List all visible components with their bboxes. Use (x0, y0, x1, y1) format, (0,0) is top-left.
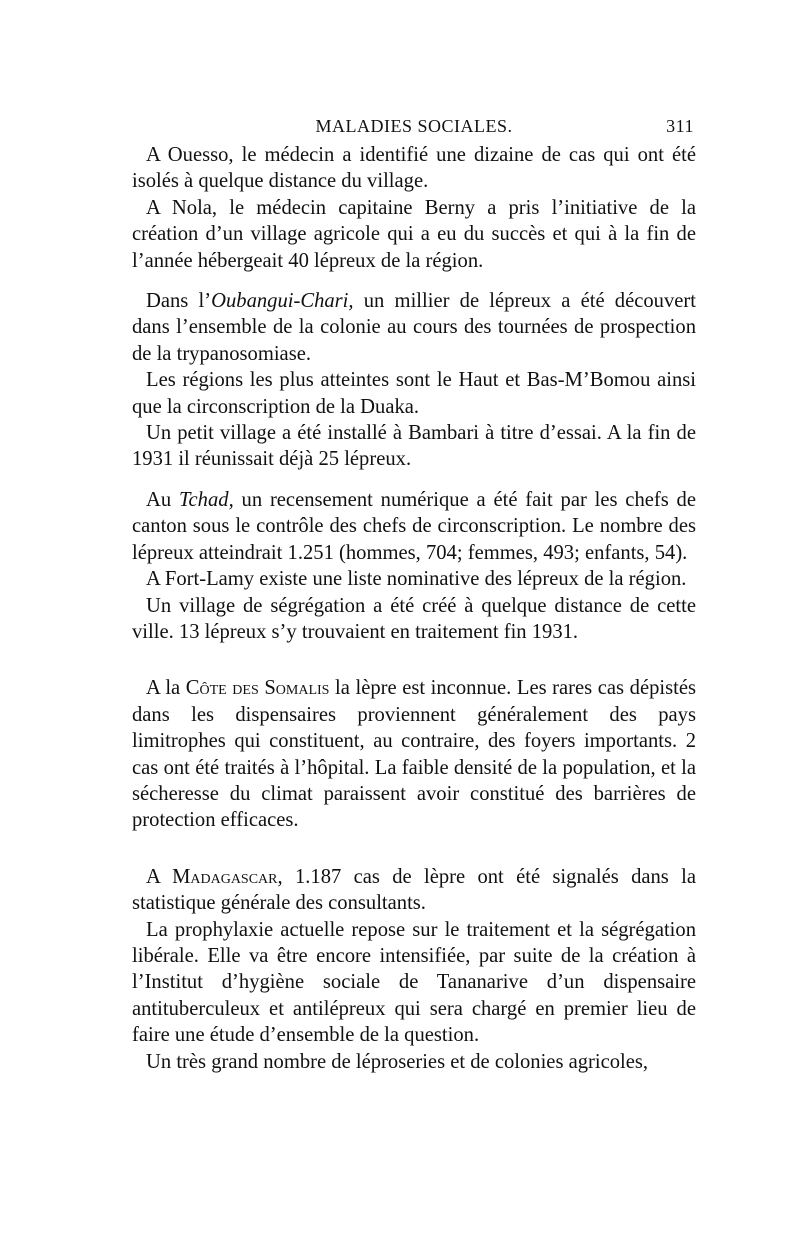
paragraph-village-segregation: Un village de ségrégation a été créé à quelque distance de cette ville. 13 lépreux s’y trouvaient en traitement fin 1931. (132, 594, 696, 643)
paragraph-tchad-intro (132, 487, 696, 566)
colony-name-tchad: Tchad, (178, 488, 234, 511)
text-run: un recensement numérique a été fait par les chefs de canton sous le contrôle des chefs de circonscription. Le nombre des lépreux atteindrait 1.251 (hommes, 704; femmes, 493; enfants, 54). (132, 488, 696, 564)
paragraph-bambari: Un petit village a été installé à Bambari à titre d’essai. A la fin de 1931 il réunissait déjà 25 lépreux. (132, 422, 696, 471)
text-run: A la (146, 677, 186, 700)
text-run: 1.187 cas de lèpre ont été signalés dans la statistique générale des consultants. (132, 865, 696, 915)
text-run: A (146, 865, 173, 888)
paragraph-regions: Les régions les plus atteintes sont le Haut et Bas-M’Bomou ainsi que la circonscription de la Duaka. (132, 369, 696, 418)
text-run: un millier de lépreux a été découvert dans l’ensemble de la colonie au cours des tournées de prospection de la trypanosomiase. (132, 290, 696, 365)
colony-name-cote-des-somalis: Côte des Somalis (185, 677, 330, 700)
colony-name-madagascar: Madagascar, (172, 865, 283, 888)
paragraph-nola: A Nola, le médecin capitaine Berny a pris l’initiative de la création d’un village agricole qui a eu du succès et qui à la fin de l’année hébergeait 40 lépreux de la région. (132, 196, 696, 272)
section-oubangui-chari (132, 288, 696, 473)
section-break (132, 645, 696, 675)
paragraph-leproseries: Un très grand nombre de léproseries et de colonies agricoles, (146, 1050, 649, 1073)
section-break (132, 274, 696, 288)
colony-name-oubangui-chari: Oubangui-Chari, (211, 290, 354, 313)
section-madagascar (132, 864, 696, 1075)
book-page (132, 112, 696, 1075)
paragraph-madagascar-intro (132, 864, 696, 917)
page-number: 311 (666, 116, 694, 136)
section-moyen-congo (132, 142, 696, 274)
text-run: la lèpre est inconnue. Les rares cas dépistés dans les dispensaires proviennent généralement des pays limitrophes qui constituent, au contraire, des foyers importants. 2 cas ont été traités à l’hôpital. La faible densité de la population, et la sécheresse du climat paraissent avoir constitué des barrières de protection efficaces. (132, 677, 696, 832)
text-run: Dans l’ (146, 290, 212, 313)
paragraph-somalis (132, 675, 696, 833)
paragraph-fort-lamy: A Fort-Lamy existe une liste nominative des lépreux de la région. (146, 568, 687, 591)
text-run: Au (146, 488, 179, 511)
section-cote-des-somalis (132, 675, 696, 833)
section-break (132, 473, 696, 487)
paragraph-ouesso: A Ouesso, le médecin a identifié une dizaine de cas qui ont été isolés à quelque distance du village. (132, 144, 696, 193)
section-tchad (132, 487, 696, 645)
running-head (132, 112, 696, 142)
paragraph-oubangui-intro (132, 288, 696, 367)
paragraph-prophylaxie: La prophylaxie actuelle repose sur le traitement et la ségrégation libérale. Elle va être encore intensifiée, par suite de la création à l’Institut d’hygiène sociale de Tananarive d’un dispensaire antituberculeux et antilépreux qui sera chargé en premier lieu de faire une étude d’ensemble de la question. (132, 918, 696, 1047)
section-break (132, 834, 696, 864)
running-title: MALADIES SOCIALES. (315, 116, 513, 136)
